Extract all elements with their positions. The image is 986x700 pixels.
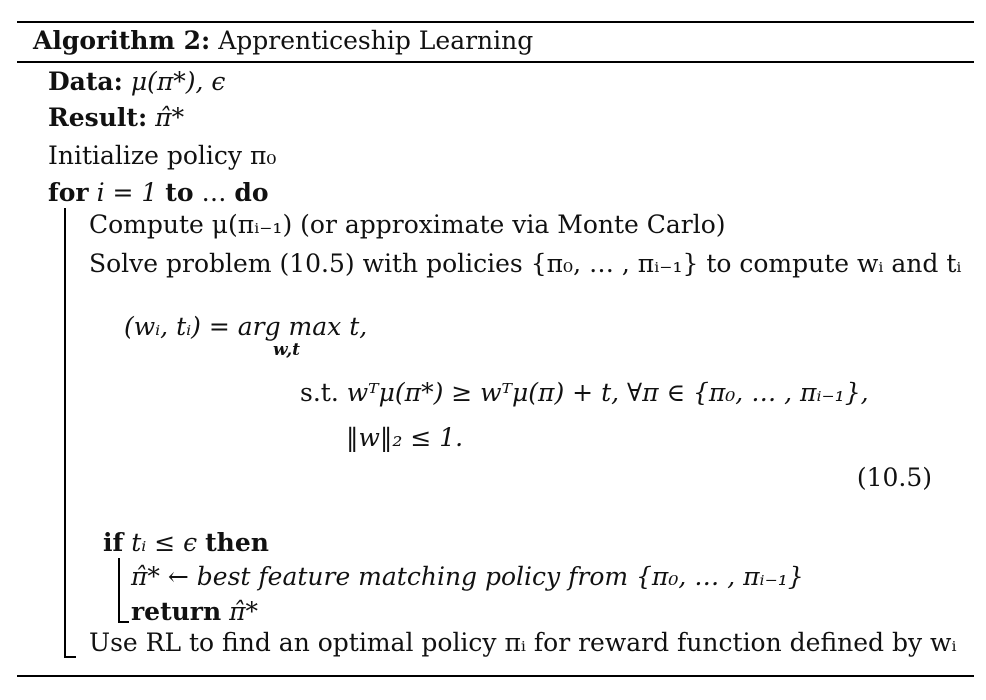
eq-constraint-1 (300, 378, 869, 408)
result-keyword: Result: (48, 103, 148, 132)
for-block-bracket (64, 208, 66, 657)
compute-line (89, 210, 726, 240)
algorithm-title: Apprenticeship Learning (218, 26, 534, 55)
bottom-rule (17, 675, 974, 677)
algorithm-label: Algorithm 2: (33, 26, 211, 55)
result-line (48, 103, 184, 133)
do-keyword: do (234, 178, 269, 207)
eq-lhs: (wᵢ, tᵢ) = arg max t, (124, 312, 368, 341)
top-rule (17, 21, 974, 23)
eq-argmax-subscript: w,t (273, 340, 301, 360)
result-value: π̂* (155, 103, 185, 132)
return-keyword: return (131, 597, 222, 626)
init-line (48, 141, 276, 171)
for-range-start: i = 1 (96, 178, 158, 207)
eq-c2: ‖w‖₂ ≤ 1. (346, 423, 464, 452)
then-keyword: then (205, 528, 269, 557)
data-keyword: Data: (48, 67, 123, 96)
assign-text: π̂* ← best feature matching policy from {π₀, … , πᵢ₋₁} (131, 562, 804, 591)
eq-c1: wᵀμ(π*) ≥ wᵀμ(π) + t, ∀π ∈ {π₀, … , πᵢ₋₁}, (346, 378, 869, 407)
if-keyword: if (103, 528, 124, 557)
use-rl-text: Use RL to find an optimal policy πᵢ for reward function defined by wᵢ (89, 628, 957, 657)
return-line (131, 597, 258, 627)
assign-line (131, 562, 804, 592)
if-block-bracket-end (118, 621, 129, 623)
for-keyword: for (48, 178, 89, 207)
if-block-bracket (118, 558, 120, 622)
equation-number: (10.5) (856, 463, 932, 492)
data-line (48, 67, 225, 97)
eq-constraint-2 (346, 423, 463, 453)
for-line (48, 178, 269, 208)
to-keyword: to (165, 178, 194, 207)
eq-st: s.t. (300, 378, 339, 407)
compute-text: Compute μ(πᵢ₋₁) (or approximate via Monte Carlo) (89, 210, 726, 239)
solve-line (89, 249, 961, 279)
init-text: Initialize policy π₀ (48, 141, 277, 170)
for-range-end: … (201, 178, 227, 207)
caption-rule (17, 61, 974, 63)
return-value: π̂* (229, 597, 259, 626)
if-condition: tᵢ ≤ ϵ (131, 528, 198, 557)
if-line (103, 528, 269, 558)
eq-objective (124, 312, 367, 342)
use-rl-line (89, 628, 956, 658)
data-value: μ(π*), ϵ (130, 67, 226, 96)
for-block-bracket-end (64, 656, 76, 658)
algorithm-caption (33, 26, 533, 56)
solve-text: Solve problem (10.5) with policies {π₀, … , πᵢ₋₁} to compute wᵢ and tᵢ (89, 249, 962, 278)
